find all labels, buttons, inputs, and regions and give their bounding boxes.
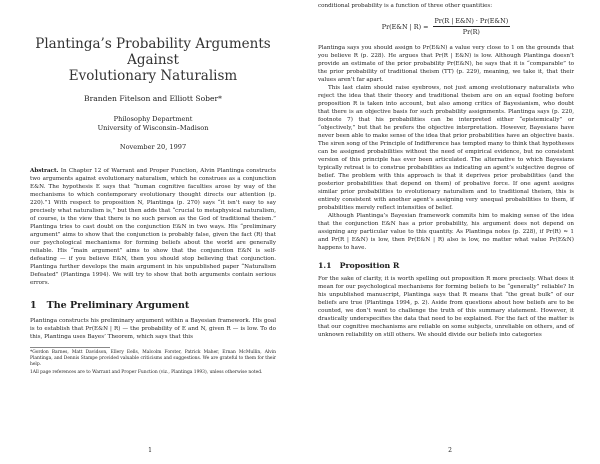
- footnote-acknowledgement: *Gordon Barnes, Matt Davidson, Ellery Eells, Malcolm Forster, Patrick Maher, Ernan McMullin, Alvin Plantinga, and Dennis Stampe provided valuable criticisms and suggestions. We are grateful to them for their help.: [30, 350, 276, 367]
- formula-fraction: [433, 17, 511, 36]
- abstract-label: Abstract.: [30, 168, 59, 174]
- subsection-title: Proposition R: [339, 261, 400, 270]
- paragraph-1: Plantinga says you should assign to Pr(E&N) a value very close to 1 on the grounds that you believe R (p. 228). He argues that Pr(R | E&N) is low. Although Plantinga doesn’t provide an estimate of the prior probability Pr(E&N), he says that it is “comparable” to the prior probability of traditional theism (TT) (p. 229), meaning, we take it, that their values aren’t far apart.: [318, 45, 574, 83]
- footnotes: [30, 350, 276, 376]
- subsection-heading: [318, 261, 574, 270]
- subsection-number: 1.1: [318, 261, 332, 270]
- subsection-text: For the sake of clarity, it is worth spelling out proposition R more precisely. What does it mean for our psychological mechanisms for forming beliefs to be “generally” reliable? In his unpublished manuscript, Plantinga says that R means that “the great bulk” of our beliefs are true (Plantinga 1994, p. 2). Aside from questions about how beliefs are to be counted, we don’t want to challenge the truth of this summary statement. However, it drastically underspecifies the data that need to be explained. For the fact of the matter is that our cognitive mechanisms are reliable on some subjects, unreliable on others, and of unknown reliability on still others. We should divide our beliefs into categories: [318, 276, 574, 338]
- authors: Branden Fitelson and Elliott Sober*: [84, 94, 222, 103]
- footnote-page-references: 1All page references are to Warrant and Proper Function (viz., Plantinga 1993), unless otherwise noted.: [30, 370, 263, 375]
- page-number: 1: [148, 447, 152, 454]
- date: November 20, 1997: [119, 143, 187, 151]
- formula-numerator: Pr(R | E&N) · Pr(E&N): [434, 17, 509, 25]
- affiliation-line-1: Philosophy Department: [113, 115, 193, 123]
- title-line-1: Plantinga’s Probability Arguments Against: [35, 36, 271, 68]
- page-2: [300, 0, 600, 464]
- title-line-2: Evolutionary Naturalism: [68, 68, 238, 84]
- section-title: The Preliminary Argument: [46, 300, 190, 311]
- formula-lhs: Pr(E&N | R) =: [381, 22, 429, 31]
- section-text: Plantinga constructs his preliminary argument within a Bayesian framework. His goal is to establish that Pr(E&N | R) — the probability of E and N, given R — is low. To do this, Plantinga uses Bayes’ Theorem, which says that this: [30, 318, 276, 340]
- abstract: [30, 167, 276, 287]
- bayes-formula: [318, 17, 574, 36]
- intro-text: conditional probability is a function of three other quantities:: [318, 3, 493, 9]
- page-number: 2: [448, 447, 452, 454]
- affiliation: [30, 115, 276, 133]
- paragraph-3: Although Plantinga’s Bayesian framework commits him to making sense of the idea that the conjunction E&N has a prior probability, his argument does not depend on assigning any particular value to this quantity. As Plantinga notes (p. 228), if Pr(R) ≈ 1 and Pr(R | E&N) is low, then Pr(E&N | R) also is low, no matter what value Pr(E&N) happens to have.: [318, 213, 574, 251]
- paper-title: [30, 36, 276, 84]
- footnote-rule: [30, 347, 110, 348]
- paragraph-2: This last claim should raise eyebrows, not just among evolutionary naturalists who reject the idea that their theory and traditional theism are on an equal footing before proposition R is taken into account, but also among critics of Bayesianism, who doubt that there is an objective basis for such probability assignments. Plantinga says (p. 220, footnote 7) that his probabilities can be interpreted either “epistemically” or “objectively,” but that he prefers the objective interpretation. However, Bayesians have never been able to make sense of the idea that prior probabilities have an objective basis. The siren song of the Principle of Indifference has tempted many to think that hypotheses can be assigned probabilities without the need of empirical evidence, but no consistent version of this principle has ever been articulated. The alternative to which Bayesians typically retreat is to construe probabilities as indicating an agent’s subjective degree of belief. The problem with this approach is that it deprives prior probabilities (and the posterior probabilities that depend on them) of probative force. If one agent assigns similar prior probabilities to evolutionary naturalism and to traditional theism, this is entirely consistent with another agent’s assigning very unequal probabilities to them, if probabilities merely reflect intensities of belief.: [318, 85, 574, 211]
- affiliation-line-2: University of Wisconsin–Madison: [97, 124, 209, 132]
- section-heading: [30, 300, 276, 311]
- section-number: 1: [30, 300, 37, 311]
- formula-denominator: Pr(R): [462, 28, 480, 36]
- abstract-text: In Chapter 12 of Warrant and Proper Function, Alvin Plantinga constructs two arguments against evolutionary naturalism, which he construes as a conjunction E&N. The hypothesis E says that “human cognitive faculties arose by way of the mechanisms to which contemporary evolutionary thought directs our attention (p. 220).”1 With respect to proposition N, Plantinga (p. 270) says “it isn’t easy to say precisely what naturalism is,” but then adds that “crucial to metaphysical naturalism, of course, is the view that there is no such person as the God of traditional theism.” Plantinga tries to cast doubt on the conjunction E&N in two ways. His “preliminary argument” aims to show that the conjunction is probably false, given the fact (R) that our psychological mechanisms for forming beliefs about the world are generally reliable. His “main argument” aims to show that the conjunction E&N is self-defeating — if you believe E&N, then you should stop believing that conjunction. Plantinga further develops the main argument in his unpublished paper “Naturalism Defeated” (Plantinga 1994). We will try to show that both arguments contain serious errors.: [30, 168, 276, 286]
